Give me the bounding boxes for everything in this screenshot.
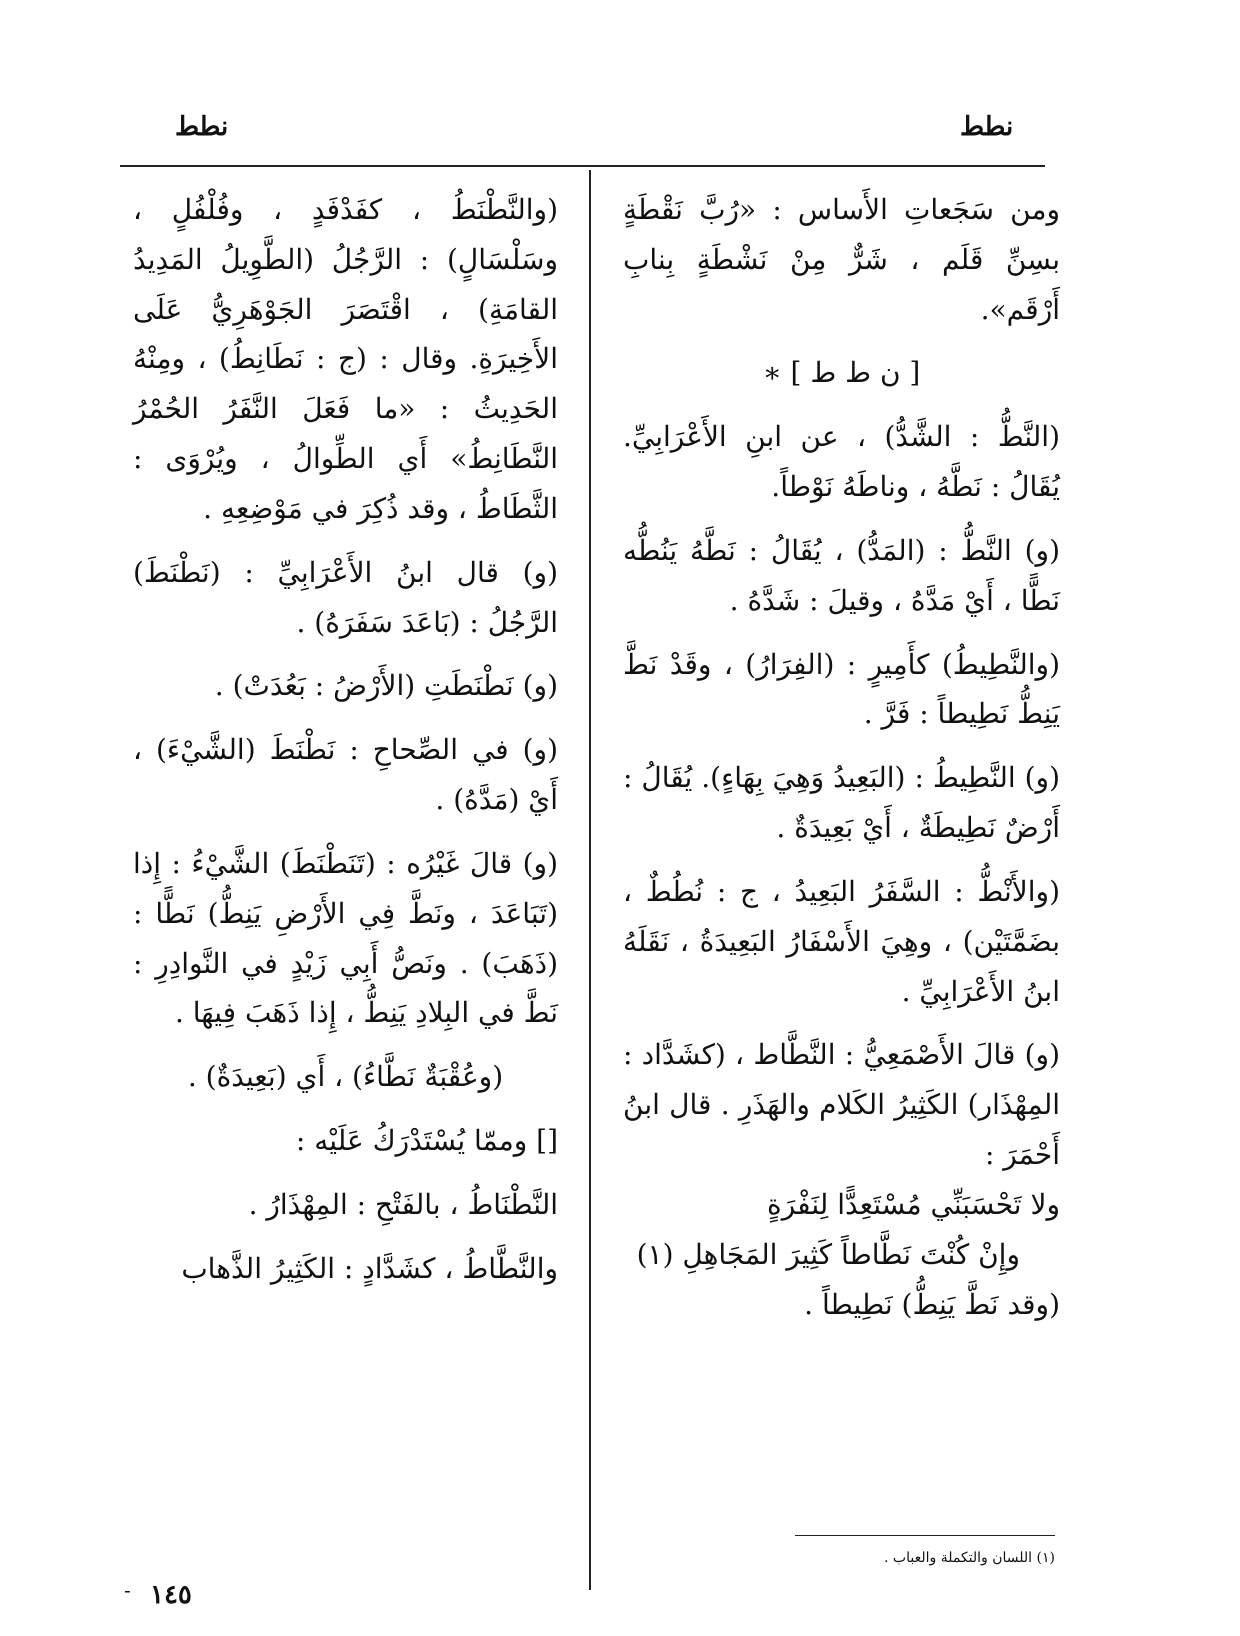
footnote: (١) اللسان والتكملة والعباب .: [884, 1550, 1055, 1566]
paragraph: (و) في الصِّحاحِ : نَطْنَطَ (الشَّيْءَ) ، أَيْ (مَدَّهُ) .: [133, 733, 558, 817]
paragraph: (النَّطُّ : الشَّدُّ) ، عن ابنِ الأَعْرَابِيِّ. يُقَالُ : نَطَّهُ ، وناطَهُ نَوْطاً.: [623, 420, 1060, 504]
verse-line: وإِنْ كُنْتَ نَطَّاطاً كَثِيرَ المَجَاهِلِ (١): [636, 1237, 1020, 1271]
paragraph: (و) قال ابنُ الأَعْرَابِيِّ : (نَطْنَطَ) الرَّجُلُ : (بَاعَدَ سَفَرَهُ) .: [133, 555, 558, 639]
paragraph: (و) قالَ الأَصْمَعِيُّ : النَّطَّاط ، (كشَدَّاد : المِهْذَار) الكَثِيرُ الكَلام والهَذَرِ . قال ابنُ أَحْمَرَ :: [623, 1038, 1060, 1172]
left-column: [133, 185, 558, 1308]
header-rule: [120, 165, 1045, 167]
paragraph: النَّطْنَاطُ ، بالفَتْحِ : المِهْذَارُ .: [248, 1187, 558, 1221]
paragraph: (و) قالَ غَيْرُه : (تَنَطْنَطَ) الشَّيْءُ : إِذا (تَبَاعَدَ ، ونَطَّ فِي الأَرْضِ يَنِطُّ) نَطًّا : (ذَهَبَ) . ونَصُّ أَبِي زَيْدٍ في النَّوادِرِ : نَطَّ في البِلادِ يَنِطُّ ، إِذا ذَهَبَ فِيهَا .: [133, 846, 558, 1030]
paragraph: (وعُقْبَةٌ نَطَّاءُ) ، أَي (بَعِيدَةٌ) .: [187, 1060, 504, 1094]
paragraph: (و) نَطْنَطَتِ (الأَرْضُ : بَعُدَتْ) .: [214, 669, 558, 703]
verse-line: ولا تَحْسَبَنِّي مُسْتَعِدًّا لِنَفْرَةٍ: [767, 1187, 1060, 1221]
header-root-word-right: نطط: [960, 112, 1014, 142]
paragraph: (والنَّطِيطُ) كأَمِيرٍ : (الفِرَارُ) ، وقَدْ نَطَّ يَنِطُّ نَطِيطاً : فَرَّ .: [623, 647, 1060, 731]
paragraph: والنَّطَّاطُ ، كشَدَّادٍ : الكَثِيرُ الذَّهاب: [181, 1251, 558, 1285]
column-divider: [589, 170, 591, 1590]
paragraph: ومن سَجَعاتِ الأَساس : «رُبَّ نَقْطَةٍ بسِنِّ قَلَم ، شَرٌّ مِنْ نَشْطَةٍ بِنابِ أَرْقَم».: [623, 193, 1060, 326]
header-root-word-left: نطط: [175, 112, 229, 142]
paragraph: (و) النَّطِيطُ : (البَعِيدُ وَهِيَ بِهَاءٍ). يُقَالُ : أَرْضٌ نَطِيطَةٌ ، أَيْ بَعِيدَةٌ .: [623, 761, 1060, 845]
paragraph: (والنَّطْنَطُ ، كفَدْفَدٍ ، وفُلْفُلٍ ، وسَلْسَالٍ) : الرَّجُلُ (الطَّوِيلُ المَدِيدُ القامَةِ) ، اقْتَصَرَ الجَوْهَرِيُّ عَلَى الأَخِيرَةِ. وقال : (ج : نَطَانِطُ) ، ومِنْهُ الحَدِيثُ : «ما فَعَلَ النَّفَرُ الحُمْرُ النَّطَانِطُ» أَي الطِّوالُ ، ويُرْوَى : الثَّطَاطُ ، وقد ذُكِرَ في مَوْضِعِهِ .: [133, 193, 558, 525]
paragraph: (و) النَّطُّ : (المَدُّ) ، يُقَالُ : نَطَّهُ يَنُطُّه نَطًّا ، أَيْ مَدَّهُ ، وقيلَ : شَدَّهُ .: [623, 533, 1060, 617]
right-column: [623, 185, 1060, 1343]
page-dash: -: [124, 1578, 131, 1602]
page-number: ١٤٥: [150, 1580, 192, 1610]
paragraph: (وقد نَطَّ يَنِطُّ) نَطِيطاً .: [804, 1287, 1060, 1321]
addendum-heading: [] وممّا يُسْتَدْرَكُ عَلَيْه :: [295, 1124, 558, 1158]
paragraph: (والأَنْطُّ : السَّفَرُ البَعِيدُ ، ج : نُطُطٌ ، بضَمَّتَيْن) ، وهِيَ الأَسْفَارُ البَعِيدَةُ ، نَقَلَهُ ابنُ الأَعْرَابِيِّ .: [623, 874, 1060, 1008]
entry-heading: [ ن ط ط ] ∗: [762, 356, 921, 390]
footnote-rule: [795, 1535, 1055, 1536]
